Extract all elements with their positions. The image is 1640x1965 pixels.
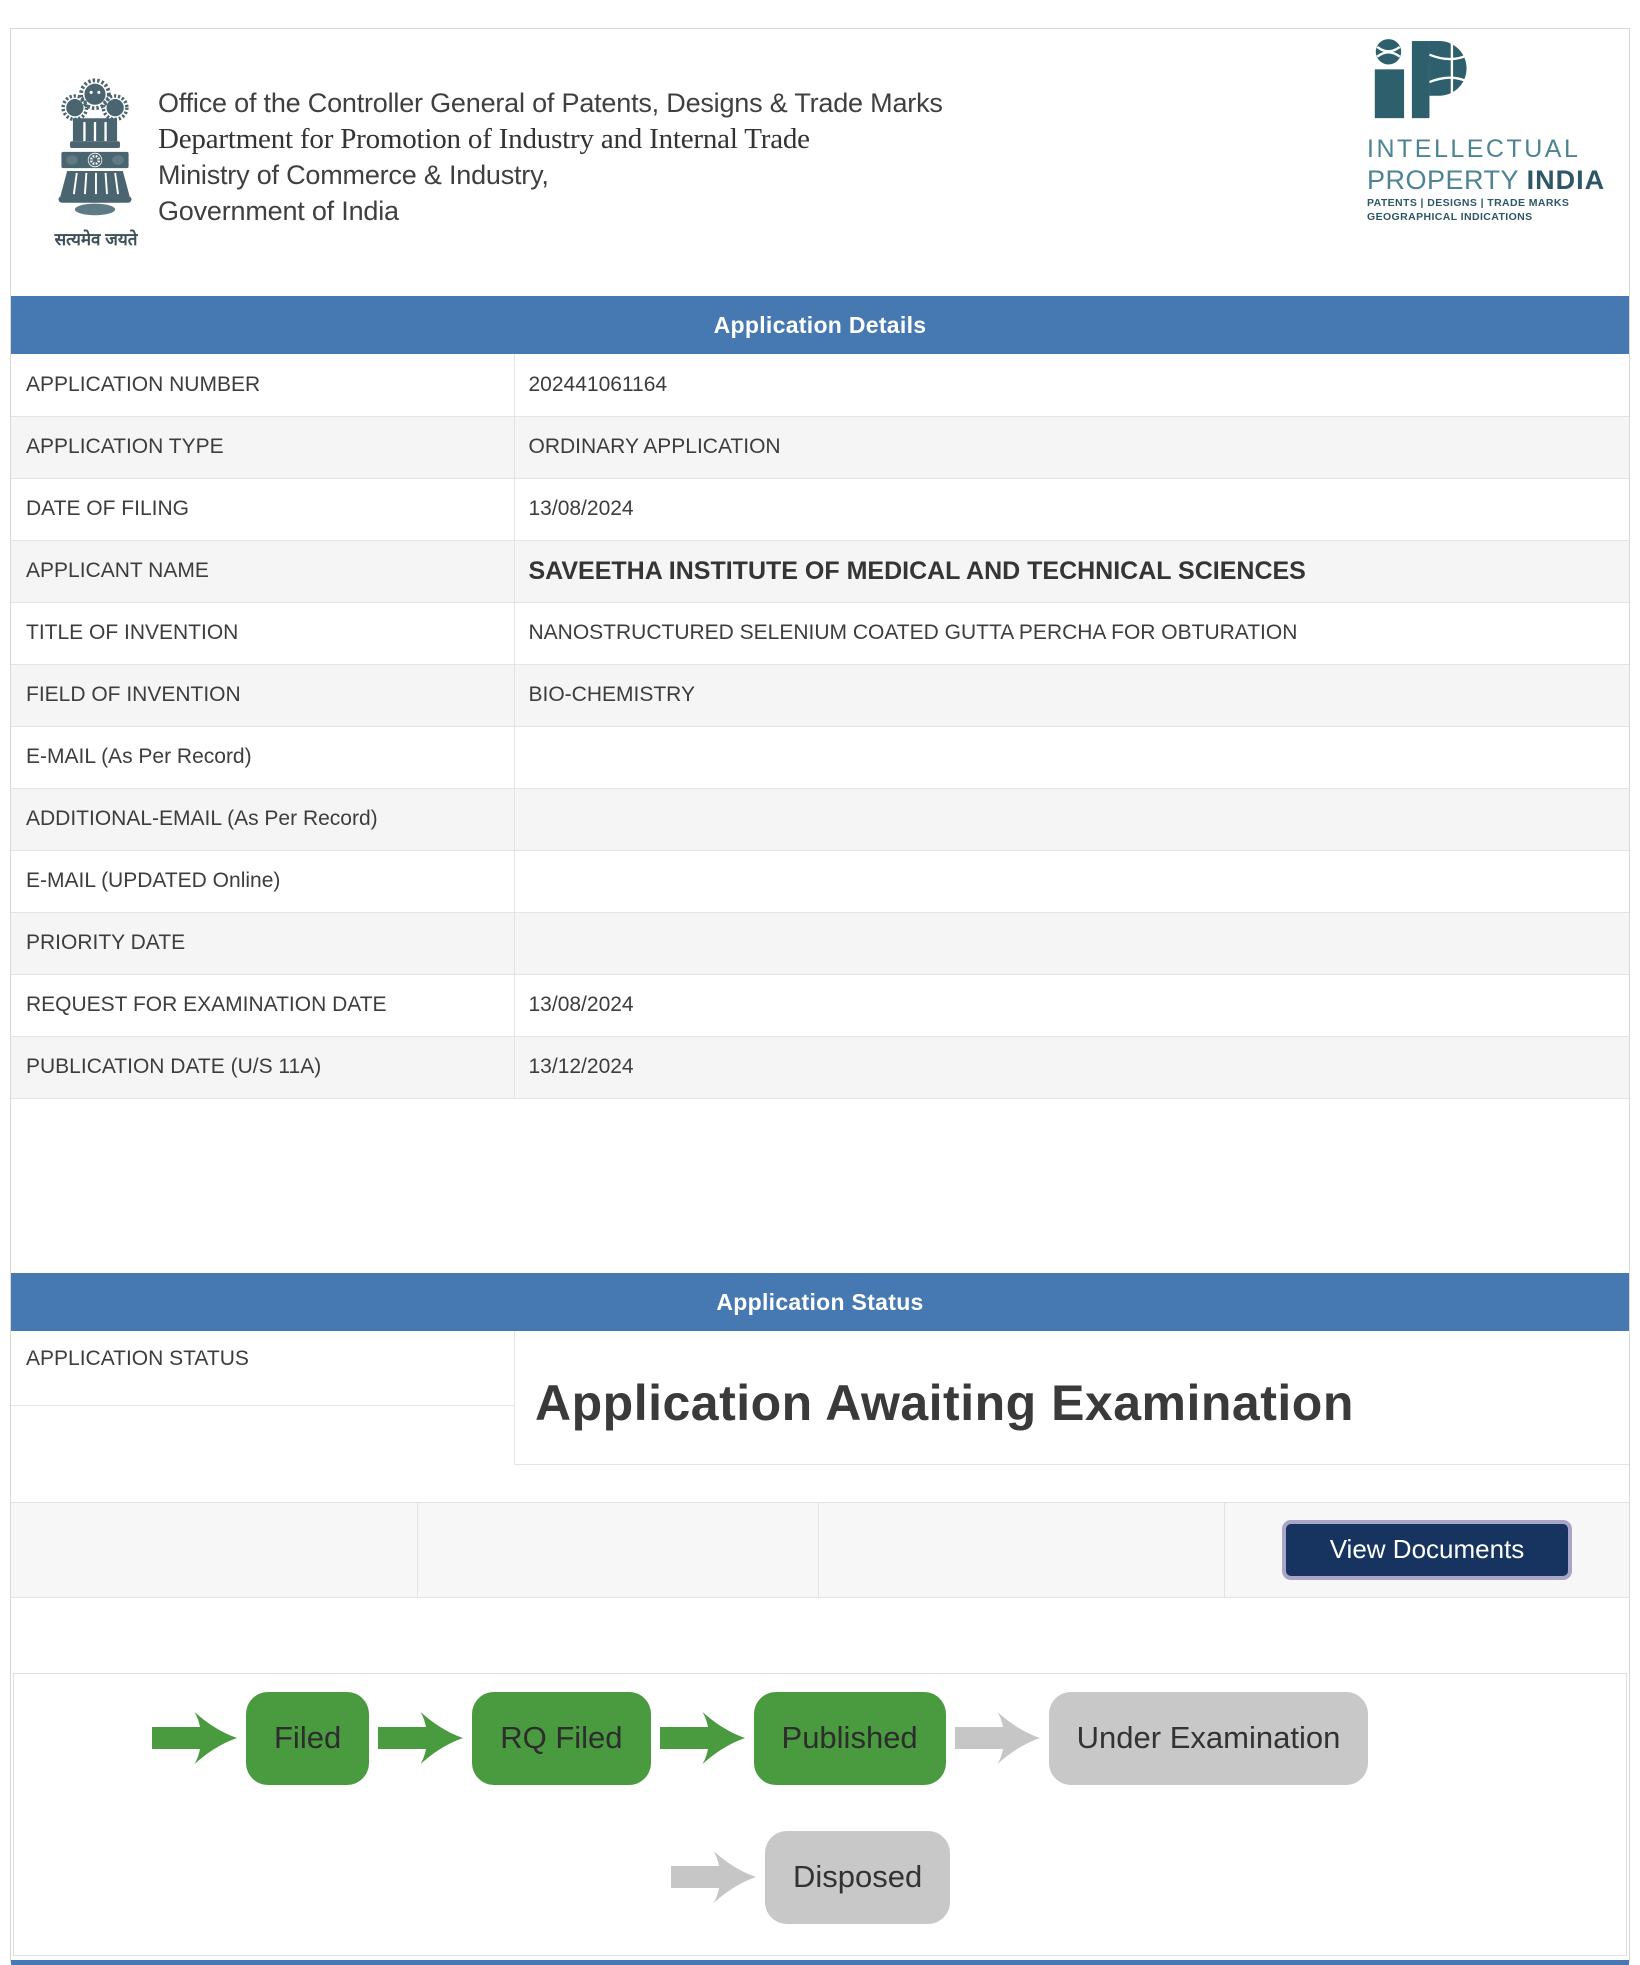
- flow-arrow-icon: [660, 1712, 745, 1764]
- row-label: APPLICATION NUMBER: [11, 354, 514, 416]
- row-label: DATE OF FILING: [11, 478, 514, 540]
- table-row: [11, 354, 1629, 416]
- gov-header: [11, 29, 1629, 296]
- page-container: [10, 28, 1630, 1962]
- office-address: [158, 85, 943, 229]
- logo-geographical: GEOGRAPHICAL INDICATIONS: [1367, 211, 1533, 223]
- status-label: APPLICATION STATUS: [11, 1331, 514, 1406]
- documents-bar: [11, 1502, 1629, 1598]
- row-value: BIO-CHEMISTRY: [514, 664, 1629, 726]
- flow-step: [378, 1692, 650, 1785]
- row-label: APPLICANT NAME: [11, 540, 514, 602]
- table-row: [11, 478, 1629, 540]
- status-value: Application Awaiting Examination: [535, 1375, 1354, 1431]
- details-header: Application Details: [11, 296, 1629, 354]
- flow-arrow-icon: [152, 1712, 237, 1764]
- logo-intellectual: INTELLECTUAL: [1367, 135, 1581, 163]
- logo-property-india: [1367, 164, 1633, 196]
- logo-india: INDIA: [1526, 165, 1606, 195]
- table-row: [11, 788, 1629, 850]
- flow-step-label: Published: [754, 1692, 946, 1785]
- logo-property: PROPERTY: [1367, 165, 1519, 195]
- table-row: [11, 850, 1629, 912]
- row-label: PUBLICATION DATE (U/S 11A): [11, 1036, 514, 1098]
- table-row: [11, 1036, 1629, 1098]
- row-value: ORDINARY APPLICATION: [514, 416, 1629, 478]
- documents-cell: [819, 1503, 1225, 1597]
- row-label: APPLICATION TYPE: [11, 416, 514, 478]
- flow-step-label: RQ Filed: [472, 1692, 650, 1785]
- row-value: 13/08/2024: [514, 478, 1629, 540]
- status-section: [11, 1331, 1629, 1465]
- table-row: [11, 602, 1629, 664]
- row-label: REQUEST FOR EXAMINATION DATE: [11, 974, 514, 1036]
- table-row: [11, 912, 1629, 974]
- office-line: Office of the Controller General of Patents, Designs & Trade Marks: [158, 88, 943, 118]
- flow-chart: [13, 1673, 1627, 1956]
- flow-arrow-icon: [671, 1851, 756, 1903]
- office-line: Government of India: [158, 196, 399, 226]
- national-emblem-icon: [47, 73, 143, 223]
- flow-step: [152, 1692, 369, 1785]
- flow-step: [671, 1831, 950, 1924]
- row-value: [514, 788, 1629, 850]
- flow-row-main: [14, 1692, 1626, 1785]
- logo-services: PATENTS | DESIGNS | TRADE MARKS: [1367, 197, 1570, 209]
- row-label: E-MAIL (As Per Record): [11, 726, 514, 788]
- documents-cell: [418, 1503, 819, 1597]
- row-label: E-MAIL (UPDATED Online): [11, 850, 514, 912]
- flow-arrow-icon: [955, 1712, 1040, 1764]
- bottom-section-bar: [11, 1960, 1629, 1965]
- spacer: [11, 1465, 1629, 1502]
- row-label: ADDITIONAL-EMAIL (As Per Record): [11, 788, 514, 850]
- flow-arrow-icon: [378, 1712, 463, 1764]
- office-line: Department for Promotion of Industry and Internal Trade: [158, 123, 810, 155]
- table-row: [11, 416, 1629, 478]
- row-value: NANOSTRUCTURED SELENIUM COATED GUTTA PERCHA FOR OBTURATION: [514, 602, 1629, 664]
- row-value: [514, 912, 1629, 974]
- table-row: [11, 664, 1629, 726]
- documents-cell: [1225, 1503, 1629, 1597]
- flow-step: [660, 1692, 946, 1785]
- application-details-table: [11, 354, 1629, 1099]
- flow-step-label: Under Examination: [1049, 1692, 1369, 1785]
- row-value: 13/08/2024: [514, 974, 1629, 1036]
- table-row: [11, 726, 1629, 788]
- spacer: [11, 1099, 1629, 1273]
- row-value: [514, 850, 1629, 912]
- flow-step-label: Filed: [246, 1692, 369, 1785]
- row-value: 13/12/2024: [514, 1036, 1629, 1098]
- row-label: TITLE OF INVENTION: [11, 602, 514, 664]
- emblem-motto: सत्यमेव जयते: [54, 230, 138, 249]
- ip-logo-mark-icon: [1367, 37, 1489, 130]
- status-header: Application Status: [11, 1273, 1629, 1331]
- flow-row-disposed: [14, 1831, 1626, 1924]
- flow-step: [955, 1692, 1369, 1785]
- view-documents-button[interactable]: View Documents: [1282, 1520, 1572, 1580]
- row-value: [514, 726, 1629, 788]
- row-label: FIELD OF INVENTION: [11, 664, 514, 726]
- flow-step-label: Disposed: [765, 1831, 950, 1924]
- row-label: PRIORITY DATE: [11, 912, 514, 974]
- status-value-cell: [514, 1331, 1629, 1465]
- row-value: SAVEETHA INSTITUTE OF MEDICAL AND TECHNICAL SCIENCES: [514, 540, 1629, 602]
- row-value: 202441061164: [514, 354, 1629, 416]
- office-line: Ministry of Commerce & Industry,: [158, 160, 549, 190]
- table-row: [11, 974, 1629, 1036]
- table-row: [11, 540, 1629, 602]
- ip-india-logo: [1367, 37, 1633, 224]
- spacer: [11, 1598, 1629, 1673]
- documents-cell: [11, 1503, 418, 1597]
